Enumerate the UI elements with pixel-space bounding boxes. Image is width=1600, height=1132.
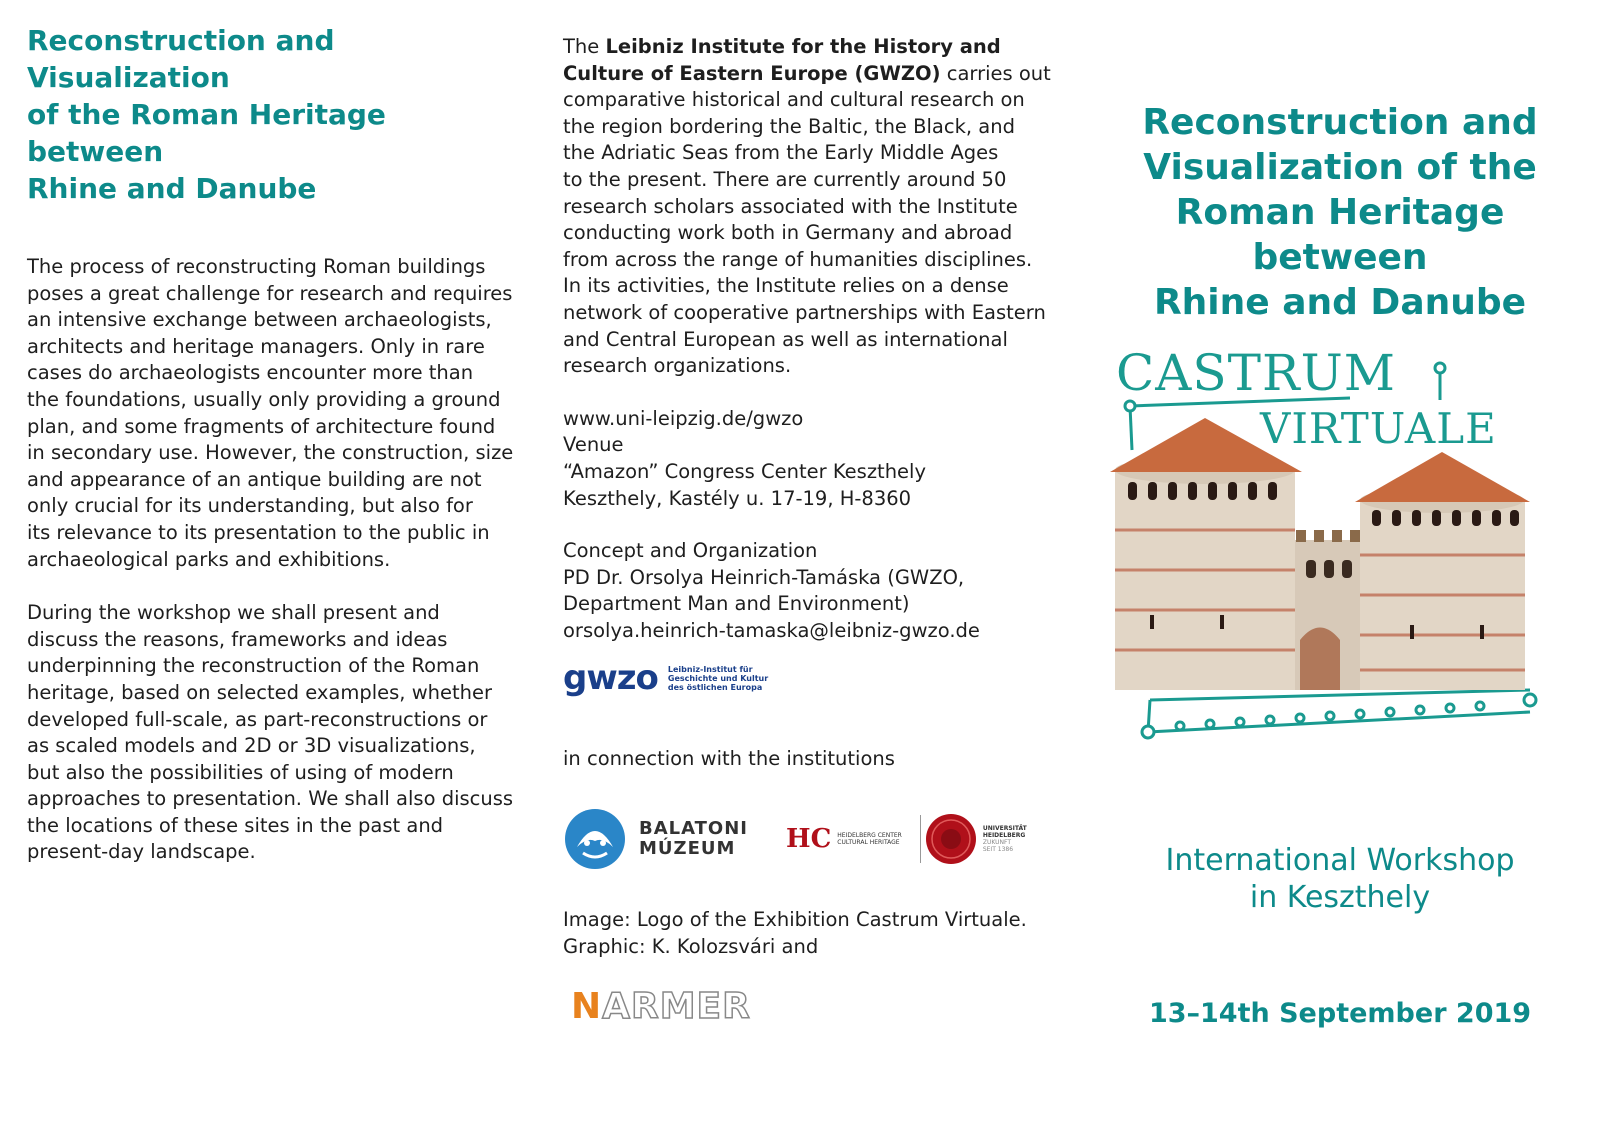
- middle-column: [563, 0, 1053, 1027]
- website-link[interactable]: www.uni-leipzig.de/gwzo: [563, 406, 804, 430]
- hcch-mark: HC: [786, 824, 832, 855]
- workshop-title: International Workshop in Keszthely: [1165, 843, 1515, 915]
- castrum-wordmark: CASTRUM: [1116, 344, 1396, 402]
- institute-intro: The Leibniz Institute for the History and Culture of Eastern Europe (GWZO) carries out comparative historical and cultural research on the region bordering the Baltic, the Black, and the Adriatic Seas from the Early Middle Ages to the present. There are currently around 50 research scholars associated with the Institute conducting work both in Germany and abroad from across the range of humanities disciplines. In its activities, the Institute relies on a dense network of cooperative partnerships with Eastern and Central European as well as international research organizations. www.uni-leipzig.de/gwzo Venue “Amazon” Congress Center Keszthely Keszthely, Kastély u. 17-19, H-8360 Concept and Organization PD Dr. Orsolya Heinrich-Tamáska (GWZO, Department Man and Environment) orsolya.heinrich-tamaska@leibniz-gwzo.de: [563, 34, 1053, 644]
- concept-department: Department Man and Environment): [563, 592, 910, 616]
- balatoni-muzeum-logo: BALATONI MÚZEUM: [639, 818, 748, 860]
- castle-towers-illustration: [1110, 340, 1570, 760]
- institutions-label: in connection with the institutions: [563, 747, 895, 771]
- heidelberg-center-logo: HC HEIDELBERG CENTER CULTURAL HERITAGE: [786, 824, 902, 855]
- balatoni-muzeum-emblem-icon: [563, 807, 627, 871]
- image-credits: Image: Logo of the Exhibition Castrum Virtuale. Graphic: K. Kolozsvári and: [563, 908, 1027, 958]
- institute-name: Leibniz Institute for the History and: [605, 35, 1001, 58]
- venue-label: Venue: [563, 433, 624, 457]
- gwzo-logo: gwzo Leibniz-Institut für Geschichte und Kultur des östlichen Europa: [563, 658, 769, 699]
- left-heading: Reconstruction and Visualization of the Roman Heritage between Rhine and Danube: [27, 24, 386, 205]
- left-paragraph-1: The process of reconstructing Roman buildings poses a great challenge for research and requires an intensive exchange between archaeologists, architects and heritage managers. Only in rare cases do archaeologists encounter more than the foundations, usually only providing a ground plan, and some fragments of architecture found in secondary use. However, the construction, size and appearance of an antique building are not only crucial for its understanding, but also for its relevance to its presentation to the public in archaeological parks and exhibitions.: [27, 255, 514, 571]
- institute-name-cont: Culture of Eastern Europe (GWZO): [563, 61, 941, 85]
- venue-address: Keszthely, Kastély u. 17-19, H-8360: [563, 486, 912, 510]
- heidelberg-university-seal-icon: [925, 813, 977, 865]
- narmer-logo-initial: N: [571, 986, 603, 1028]
- gwzo-logo-wordmark: gwzo: [563, 658, 658, 699]
- left-column: [27, 0, 517, 866]
- contact-email-link[interactable]: orsolya.heinrich-tamaska@leibniz-gwzo.de: [563, 618, 980, 642]
- narmer-logo: [571, 986, 1053, 1027]
- left-paragraph-2: During the workshop we shall present and discuss the reasons, frameworks and ideas underpinning the reconstruction of the Roman heritage, based on selected examples, whether developed full-scale, as part-reconstructions or as scaled models and 2D or 3D visualizations, but also the possibilities of using of modern approaches to presentation. We shall also discuss the locations of these sites in the past and present-day landscape.: [27, 601, 514, 864]
- concept-person: PD Dr. Orsolya Heinrich-Tamáska (GWZO,: [563, 565, 965, 589]
- narmer-logo-rest: ARMER: [602, 986, 751, 1028]
- partner-logos: [563, 807, 1053, 871]
- castrum-virtuale-logo: [1110, 340, 1570, 760]
- heidelberg-university-logo: UNIVERSITÄT HEIDELBERG ZUKUNFT SEIT 1386: [982, 825, 1027, 854]
- cover-title: Reconstruction and Visualization of the Roman Heritage between Rhine and Danube: [1142, 102, 1538, 323]
- venue-name: “Amazon” Congress Center Keszthely: [563, 459, 927, 483]
- concept-label: Concept and Organization: [563, 539, 818, 563]
- event-date: 13–14th September 2019: [1148, 998, 1532, 1029]
- virtuale-wordmark: VIRTUALE: [1260, 404, 1497, 453]
